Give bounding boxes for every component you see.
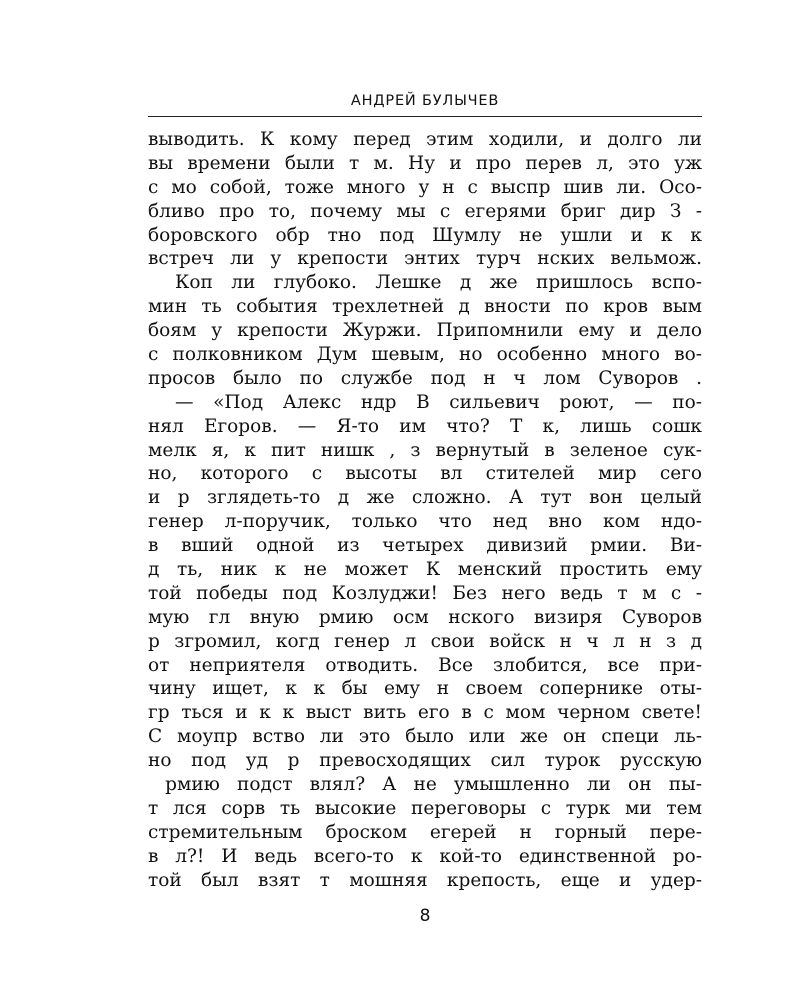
text-line: т лся сорв ть высокие переговоры с турк ми тем (148, 797, 702, 819)
text-line: стремительным броском егерей н горный пере- (148, 821, 702, 843)
text-line: чину ищет, к к бы ему н своем сопернике оты- (148, 678, 702, 700)
running-head: АНДРЕЙ БУЛЫЧЕВ (350, 93, 500, 109)
text-line: и р зглядеть-то д же сложно. А тут вон целый (148, 487, 702, 509)
text-line: боям у крепости Журжи. Припомнили ему и дело (148, 320, 702, 342)
text-line: мелк я, к пит нишк , з вернутый в зеленое сук- (148, 439, 702, 461)
text-line: рмию подст влял? А не умышленно ли он пы- (148, 774, 702, 796)
text-line: с мо собой, тоже много у н с выспр шив ли. Осо- (148, 176, 702, 198)
text-line: нял Егоров. — Я-то им что? Т к, лишь сошк (148, 415, 702, 437)
text-line: д ть, ник к не может К менский простить ему (148, 559, 702, 581)
header-rule (148, 116, 702, 117)
text-line: встреч ли у крепости энтих турч нских вельмож. (148, 248, 702, 270)
text-line: мую гл вную рмию осм нского визиря Суворов (148, 606, 702, 628)
text-line: р згромил, когд генер л свои войск н ч л н з д (148, 630, 702, 652)
text-line: мин ть события трехлетней д вности по кров вым (148, 296, 702, 318)
text-line: той был взят т мошняя крепость, еще и удер- (148, 869, 702, 891)
text-line: но, которого с высоты вл стителей мир сего (148, 463, 702, 485)
text-line: бливо про то, почему мы с егерями бриг дир З - (148, 200, 702, 222)
text-line: просов было по службе под н ч лом Суворов . (148, 367, 702, 389)
text-line: в л?! И ведь всего-то к кой-то единственной ро- (148, 845, 702, 867)
text-line: С моупр вство ли это было или же он специ ль- (148, 726, 702, 748)
text-line: Коп ли глубоко. Лешке д же пришлось вспо- (175, 272, 702, 294)
text-line: от неприятеля отводить. Все злобится, все при- (148, 654, 702, 676)
text-line: — «Под Алекс ндр В сильевич роют, — по- (175, 391, 702, 413)
page-number: 8 (419, 906, 431, 926)
text-line: той победы под Козлуджи! Без него ведь т м с - (148, 582, 702, 604)
text-line: вы времени были т м. Ну и про перев л, это уж (148, 152, 702, 174)
text-line: но под уд р превосходящих сил турок русскую (148, 750, 702, 772)
text-line: в вший одной из четырех дивизий рмии. Ви- (148, 535, 702, 557)
text-line: генер л-поручик, только что нед вно ком ндо- (148, 511, 702, 533)
text-line: гр ться и к к выст вить его в с мом черном свете! (148, 702, 702, 724)
text-line: с полковником Дум шевым, но особенно много во- (148, 344, 702, 366)
text-line: боровского обр тно под Шумлу не ушли и к к (148, 224, 702, 246)
body-text (148, 128, 702, 893)
text-line: выводить. К кому перед этим ходили, и долго ли (148, 129, 702, 150)
